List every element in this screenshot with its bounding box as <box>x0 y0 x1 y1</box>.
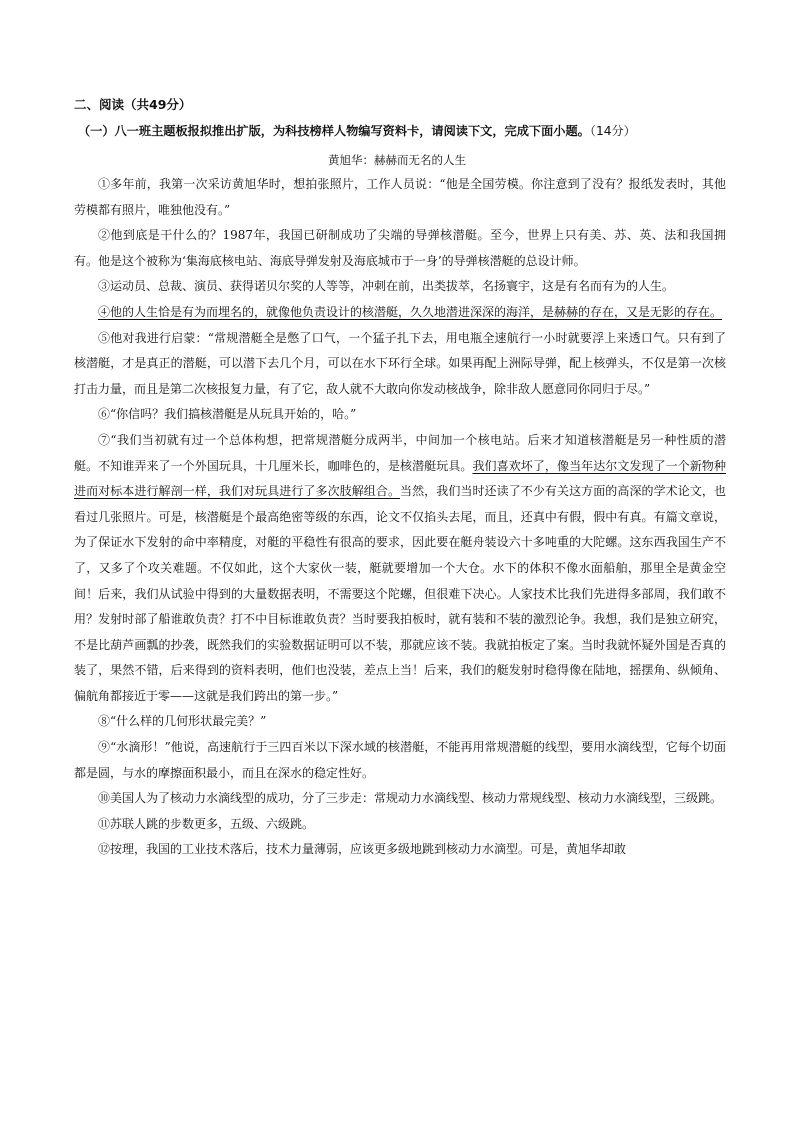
paragraph-3: ③运动员、总裁、演员、获得诺贝尔奖的人等等，冲刺在前，出类拔萃，名扬寰宇，这是有名而有为的人生。 <box>98 279 675 294</box>
paragraph-10: ⑩美国人为了核动力水滴线型的成功，分了三步走：常规动力水滴线型、核动力常规线型、核动力水滴线型，三级跳。 <box>98 791 723 806</box>
question-score: （14分） <box>589 124 636 138</box>
paragraph-1: ①多年前，我第一次采访黄旭华时，想拍张照片，工作人员说：“他是全国劳模。你注意到了没有？报纸发表时，其他劳模都有照片，唯独他没有。” <box>74 177 726 217</box>
paragraph-5: ⑤他对我进行启蒙：“常规潜艇全是憋了口气，一个猛子扎下去，用电瓶全速航行一小时就要浮上来透口气。只有到了核潜艇，才是真正的潜艇，可以潜下去几个月，可以在水下环行全球。如果再配上洲际导弹，配上核弹头，不仅是第一次核打击力量，而且是第二次核报复力量，有了它，敌人就不大敢向你发动核战争，除非敌人愿意同你同归于尽。” <box>74 330 726 396</box>
question-intro <box>78 123 738 139</box>
paragraph-9: ⑨“水滴形！”他说，高速航行于三四百米以下深水域的核潜艇，不能再用常规潜艇的线型，要用水滴线型，它每个切面都是圆，与水的摩擦面积最小，而且在深水的稳定性好。 <box>74 740 726 780</box>
paragraph-7-underlined: 我们喜欢坏了，像当年达尔文发现了一个新物种进而对标本进行解剖一样，我们对玩具进行了多次肢解组合。 <box>74 458 726 499</box>
paragraph-7 <box>74 428 726 710</box>
question-intro-text: （一）八一班主题板报拟推出扩版，为科技榜样人物编写资料卡，请阅读下文，完成下面小题。 <box>78 124 590 138</box>
article-body <box>74 172 726 863</box>
section-heading: 二、阅读（共49分） <box>74 97 192 112</box>
paragraph-2: ②他到底是干什么的？1987年，我国已研制成功了尖端的导弹核潜艇。至今，世界上只有美、苏、英、法和我国拥有。他是这个被称为‘集海底核电站、海底导弹发射及海底城市于一身’的导弹核潜艇的总设计师。 <box>74 228 726 268</box>
paragraph-4-underlined: ④他的人生恰是有为而埋名的，就像他负责设计的核潜艇，久久地潜进深深的海洋，是赫赫的存在，又是无影的存在。 <box>98 304 723 319</box>
paragraph-12: ⑫按理，我国的工业技术落后，技术力量薄弱，应该更多级地跳到核动力水滴型。可是，黄旭华却敢 <box>98 842 627 857</box>
paragraph-11: ⑪苏联人跳的步数更多，五级、六级跳。 <box>98 816 315 831</box>
paragraph-7-part-2: 当然，我们当时还读了不少有关这方面的高深的学术论文，也看过几张照片。可是，核潜艇是个最高绝密等级的东西，论文不仅掐头去尾，而且，还真中有假，假中有真。有篇文章说，为了保证水下发射的命中率精度，对艇的平稳性有很高的要求，因此要在艇舟装设六十多吨重的大陀螺。这东西我国生产不了，又多了个攻关难题。不仅如此，这个大家伙一装，艇就要增加一个大仓。水下的体积不像水面船舶，那里全是黄金空间！后来，我们从试验中得到的大量数据表明，不需要这个陀螺，但很难下决心。人家技术比我们先进得多部周，我们敢不用？发射时部了船谁敢负责？打不中目标谁敢负责？当时要我拍板时，就有装和不装的激烈论争。我想，我们是独立研究，不是比葫芦画瓢的抄袭，既然我们的实验数据证明可以不装，那就应该不装。我就拍板定了案。当时我就怀疑外国是否真的装了，果然不错，后来得到的资料表明，他们也没装，差点上当！后来，我们的艇发射时稳得像在陆地，摇摆角、纵倾角、偏航角都接近于零——这就是我们跨出的第一步。” <box>74 484 726 703</box>
paragraph-7-part-1: ⑦“我们当初就有过一个总体构想，把常规潜艇分成两半，中间加一个核电站。后来才知道核潜艇是另一种性质的潜艇。不知谁弄来了一个外国玩具，十几厘米长，咖啡色的，是核潜艇玩具。 <box>74 432 726 473</box>
paragraph-6: ⑥“你信吗？我们搞核潜艇是从玩具开始的，哈。” <box>98 407 357 422</box>
article-title: 黄旭华：赫赫而无名的人生 <box>328 153 466 167</box>
paragraph-8: ⑧“什么样的几何形状最完美？” <box>98 714 267 729</box>
